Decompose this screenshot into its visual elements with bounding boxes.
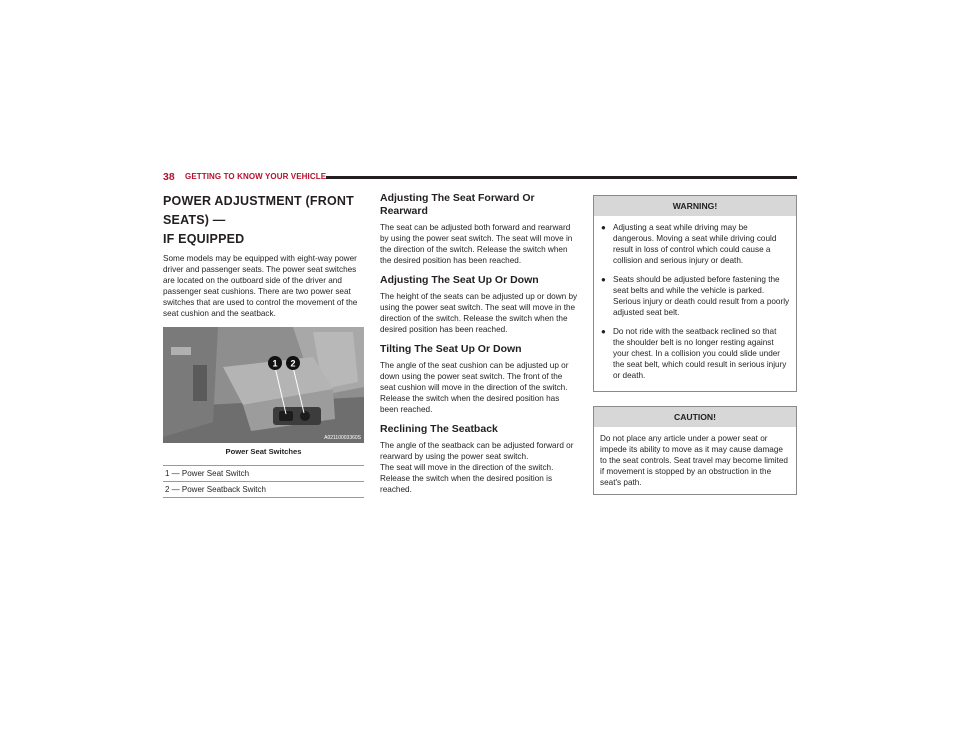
subsection-title: Tilting The Seat Up Or Down (380, 343, 522, 355)
legend-item: 2 — Power Seatback Switch (163, 482, 364, 498)
image-code: A02110003360S (324, 435, 361, 441)
subsection-text: The angle of the seatback can be adjusted forward or rearward by using the power seat switch. (380, 441, 574, 461)
warning-item-text: Do not ride with the seatback reclined so that the shoulder belt is no longer resting against your chest. In a collision you could slide under the seat belt, which could result in serious injury or death. (613, 327, 787, 380)
legend-item: 1 — Power Seat Switch (163, 466, 364, 482)
warning-item (600, 274, 790, 318)
page-number: 38 (163, 171, 175, 183)
callout-1: 1 (272, 358, 278, 369)
warning-box (593, 195, 797, 392)
header-rule (326, 176, 797, 179)
figure-caption: Power Seat Switches (225, 447, 302, 456)
right-column (593, 195, 797, 509)
warning-title: WARNING! (594, 196, 796, 216)
bullet-icon: ● (601, 275, 606, 284)
page-header (163, 171, 797, 185)
subsection-text: The height of the seats can be adjusted up or down by using the power seat switch. The seat will move in the direction of the switch. Release the switch when the desired position has been reached. (380, 292, 578, 334)
subsection-text: The seat can be adjusted both forward and rearward by using the power seat switch. The seat will move in the direction of the switch. Release the switch when the desired position has been reached. (380, 223, 573, 265)
seat-switch-figure (163, 327, 364, 443)
warning-item (600, 326, 790, 381)
middle-column (380, 192, 579, 503)
section-heading-line1: POWER ADJUSTMENT (FRONT SEATS) — (163, 194, 354, 227)
intro-paragraph: Some models may be equipped with eight-way power driver and passenger seats. The power seat switches are located on the outboard side of the driver and passenger seat cushions. There are two power seat switches that are used to control the movement of the seat cushion and the seatback. (163, 254, 358, 318)
section-heading-line2: IF EQUIPPED (163, 232, 245, 246)
callout-2: 2 (290, 358, 296, 369)
bullet-icon: ● (601, 327, 606, 336)
figure-legend (163, 465, 364, 498)
subsection-title: Adjusting The Seat Forward Or Rearward (380, 192, 535, 217)
warning-item-text: Adjusting a seat while driving may be dangerous. Moving a seat while driving could result in loss of control which could cause a collision and serious injury or death. (613, 223, 777, 265)
caution-title: CAUTION! (594, 407, 796, 427)
caution-text: Do not place any article under a power seat or impede its ability to move as it may cause damage to the seat controls. Seat travel may become limited if movement is stopped by an obstruction in the seat's path. (600, 434, 788, 487)
section-heading (163, 192, 364, 249)
bullet-icon: ● (601, 223, 606, 232)
seat-switch-illustration (163, 327, 364, 443)
warning-item-text: Seats should be adjusted before fastening the seat belts and while the vehicle is parked. Serious injury or death could result from a poorly adjusted seat belt. (613, 275, 790, 317)
subsection-text: The angle of the seat cushion can be adjusted up or down using the power seat switch. The front of the seat cushion will move in the direction of the switch. Release the switch when the desired position has been reached. (380, 361, 569, 414)
subsection-title: Adjusting The Seat Up Or Down (380, 274, 539, 286)
left-column (163, 192, 364, 498)
caution-box (593, 406, 797, 495)
subsection-text: The seat will move in the direction of the switch. Release the switch when the desired position is reached. (380, 463, 554, 494)
subsection-title: Reclining The Seatback (380, 423, 498, 435)
warning-item (600, 222, 790, 266)
section-title: GETTING TO KNOW YOUR VEHICLE (185, 172, 327, 181)
